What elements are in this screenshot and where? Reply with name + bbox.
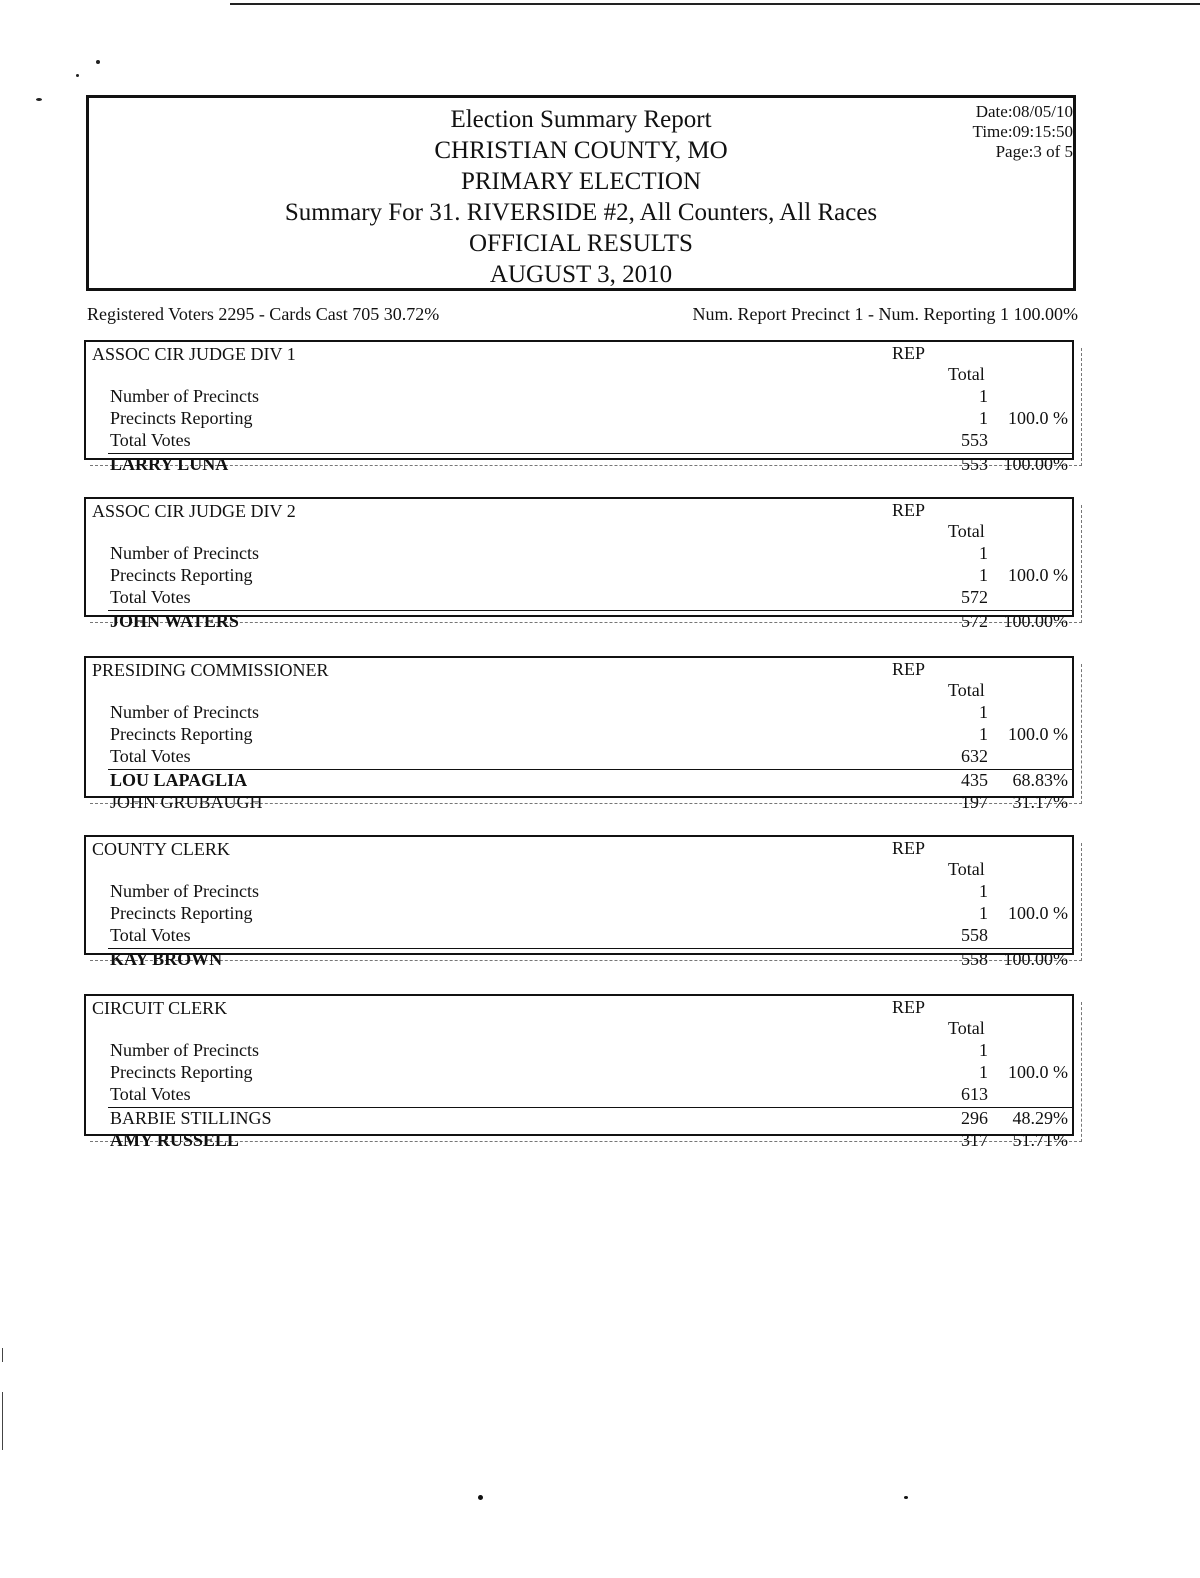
row-value: 1 [979, 702, 988, 722]
report-meta [973, 102, 1073, 162]
candidate-row [110, 770, 1072, 792]
total-column-header: Total [948, 680, 985, 700]
candidate-row [110, 1130, 1072, 1152]
race-box [84, 994, 1074, 1151]
race-title: PRESIDING COMMISSIONER [92, 660, 329, 680]
candidate-row [110, 949, 1072, 971]
race-box [84, 656, 1074, 813]
scan-margin-mark [2, 1348, 3, 1362]
row-label: Number of Precincts [110, 702, 259, 722]
row-label: Total Votes [110, 429, 191, 450]
candidate-votes: 317 [961, 1130, 988, 1151]
total-votes-row [110, 925, 1072, 947]
total-votes-row [110, 430, 1072, 452]
candidate-name: BARBIE STILLINGS [110, 1108, 272, 1129]
race-box [84, 340, 1074, 475]
candidate-row [110, 1108, 1072, 1130]
row-label: Total Votes [110, 1083, 191, 1104]
row-value: 613 [961, 1083, 988, 1104]
precinct-reporting-summary: Num. Report Precinct 1 - Num. Reporting 1 100.00% [692, 304, 1078, 324]
candidate-name: JOHN GRUBAUGH [110, 792, 263, 813]
candidate-name: JOHN WATERS [110, 611, 239, 632]
party-label: REP [892, 500, 926, 520]
election-name: PRIMARY ELECTION [460, 168, 702, 195]
party-label: REP [892, 997, 926, 1017]
scan-speck [478, 1495, 483, 1500]
total-column-header: Total [948, 859, 985, 879]
candidate-name: KAY BROWN [110, 949, 223, 970]
candidate-percent: 51.71% [1012, 1130, 1068, 1151]
race-box [84, 835, 1074, 970]
row-value: 1 [979, 1061, 988, 1082]
precincts-reporting-row [110, 1062, 1072, 1084]
party-label: REP [892, 838, 926, 858]
report-title: Election Summary Report [450, 106, 712, 133]
candidate-votes: 197 [961, 792, 988, 813]
precincts-reporting-row [110, 903, 1072, 925]
party-label: REP [892, 343, 926, 363]
row-value: 1 [979, 902, 988, 923]
scan-speck [76, 74, 79, 77]
voter-turnout: Registered Voters 2295 - Cards Cast 705 30.72% [87, 304, 440, 324]
number-of-precincts-row [110, 702, 1072, 724]
race-title: COUNTY CLERK [92, 839, 230, 859]
row-percent: 100.0 % [1008, 902, 1068, 923]
row-value: 572 [961, 586, 988, 607]
row-label: Number of Precincts [110, 881, 259, 901]
row-value: 1 [979, 1040, 988, 1060]
candidate-percent: 31.17% [1012, 792, 1068, 813]
report-date: Date:08/05/10 [975, 102, 1073, 121]
race-box [84, 497, 1074, 632]
candidate-percent: 100.00% [1003, 454, 1068, 475]
candidate-row [110, 611, 1072, 633]
row-value: 1 [979, 723, 988, 744]
scan-speck [36, 98, 42, 101]
box-shadow-edge [1081, 1002, 1082, 1142]
scan-speck [904, 1496, 908, 1499]
number-of-precincts-row [110, 881, 1072, 903]
number-of-precincts-row [110, 386, 1072, 408]
candidate-percent: 100.00% [1003, 611, 1068, 632]
candidate-row [110, 454, 1072, 476]
report-title-block [89, 104, 1073, 290]
row-label: Precincts Reporting [110, 902, 253, 923]
race-title: CIRCUIT CLERK [92, 998, 228, 1018]
row-value: 553 [961, 429, 988, 450]
county-name: CHRISTIAN COUNTY, MO [434, 137, 728, 164]
candidate-votes: 435 [961, 770, 988, 791]
summary-scope: Summary For 31. RIVERSIDE #2, All Counters, All Races [284, 199, 878, 226]
candidate-name: LOU LAPAGLIA [110, 770, 248, 791]
row-label: Total Votes [110, 586, 191, 607]
race-title: ASSOC CIR JUDGE DIV 1 [92, 344, 296, 364]
candidate-percent: 68.83% [1012, 770, 1068, 791]
row-label: Number of Precincts [110, 543, 259, 563]
box-shadow-edge [1081, 664, 1082, 804]
row-percent: 100.0 % [1008, 564, 1068, 585]
row-label: Precincts Reporting [110, 1061, 253, 1082]
report-time: Time:09:15:50 [972, 122, 1073, 141]
row-label: Total Votes [110, 924, 191, 945]
candidate-name: AMY RUSSELL [110, 1130, 239, 1151]
row-value: 558 [961, 924, 988, 945]
row-label: Number of Precincts [110, 386, 259, 406]
election-date: AUGUST 3, 2010 [489, 261, 673, 288]
row-percent: 100.0 % [1008, 1061, 1068, 1082]
page-number: Page:3 of 5 [995, 142, 1073, 161]
box-shadow-edge [1081, 348, 1082, 466]
row-label: Precincts Reporting [110, 564, 253, 585]
row-value: 1 [979, 543, 988, 563]
row-label: Number of Precincts [110, 1040, 259, 1060]
row-label: Total Votes [110, 745, 191, 766]
candidate-votes: 572 [961, 611, 988, 632]
party-label: REP [892, 659, 926, 679]
candidate-votes: 558 [961, 949, 988, 970]
row-value: 1 [979, 564, 988, 585]
candidate-percent: 100.00% [1003, 949, 1068, 970]
precincts-reporting-row [110, 408, 1072, 430]
total-votes-row [110, 746, 1072, 768]
number-of-precincts-row [110, 543, 1072, 565]
row-value: 1 [979, 407, 988, 428]
row-value: 1 [979, 386, 988, 406]
box-shadow-edge [1081, 505, 1082, 623]
report-header [86, 95, 1076, 291]
candidate-name: LARRY LUNA [110, 454, 229, 475]
candidate-votes: 553 [961, 454, 988, 475]
scan-margin-mark [2, 1392, 3, 1450]
results-status: OFFICIAL RESULTS [469, 230, 693, 257]
total-column-header: Total [948, 521, 985, 541]
total-votes-row [110, 587, 1072, 609]
number-of-precincts-row [110, 1040, 1072, 1062]
total-votes-row [110, 1084, 1072, 1106]
box-shadow-edge [1081, 843, 1082, 961]
total-column-header: Total [948, 1018, 985, 1038]
race-title: ASSOC CIR JUDGE DIV 2 [92, 501, 296, 521]
row-value: 1 [979, 881, 988, 901]
row-label: Precincts Reporting [110, 723, 253, 744]
scan-speck [96, 60, 100, 64]
row-label: Precincts Reporting [110, 407, 253, 428]
candidate-votes: 296 [961, 1108, 988, 1129]
precincts-reporting-row [110, 565, 1072, 587]
row-percent: 100.0 % [1008, 723, 1068, 744]
scan-top-edge [230, 3, 1200, 5]
total-column-header: Total [948, 364, 985, 384]
candidate-row [110, 792, 1072, 814]
row-percent: 100.0 % [1008, 407, 1068, 428]
precincts-reporting-row [110, 724, 1072, 746]
row-value: 632 [961, 745, 988, 766]
candidate-percent: 48.29% [1012, 1108, 1068, 1129]
